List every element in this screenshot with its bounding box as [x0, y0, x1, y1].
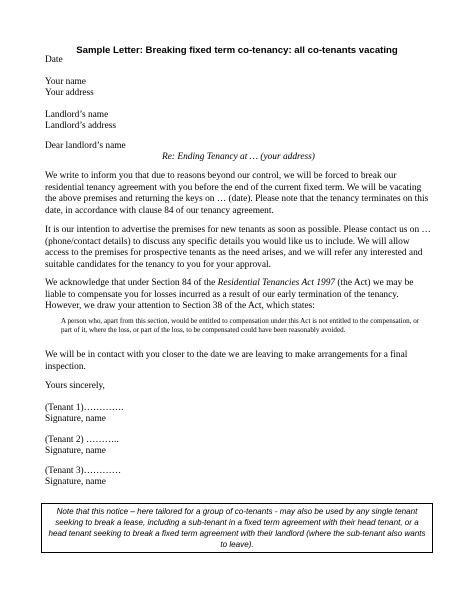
tenant-3-line: (Tenant 3)…………: [45, 466, 122, 476]
paragraph-3-start: We acknowledge that under Section 84 of the: [45, 278, 218, 288]
your-name: Your name: [45, 77, 86, 87]
tenant-1-line: (Tenant 1)………….: [45, 403, 124, 413]
paragraph-2: It is our intention to advertise the premises for new tenants as soon as possible. Please contact us on … (phone/contact details) to discuss any specific details you would like us to include. We will allow access to the premises for prospective tenants as the need arises, and we will refer any interested and suitable candidates for the tenancy to you for your approval.: [45, 225, 431, 271]
note-box: Note that this notice – here tailored for a group of co-tenants - may also be used by any single tenant seeking to break a lease, including a sub-tenant in a fixed term agreement with their head tenant, or a head tenant seeking to break a fixed term agreement with their landlord (where the sub-tenant also wants to leave).: [41, 503, 433, 553]
tenant-2-line: (Tenant 2) ………..: [45, 435, 119, 445]
paragraph-3: [45, 278, 433, 313]
date-label: Date: [45, 55, 63, 65]
paragraph-1: We write to inform you that due to reasons beyond our control, we will be forced to break our residential tenancy agreement with you before the end of the current fixed term. We will be vacating the above premises and returning the keys on … (date). Please note that the tenancy terminates on this date, in accordance with clause 84 of our tenancy agreement.: [45, 171, 429, 217]
paragraph-4: We will be in contact with you closer to the date we are leaving to make arrangements for a final inspection.: [45, 350, 408, 372]
closing: Yours sincerely,: [45, 381, 105, 391]
salutation: Dear landlord’s name: [45, 141, 126, 151]
paragraph-3-end: (the Act) we may be liable to compensate you for losses incurred as a result of our early termination of the tenancy. However, we draw your attention to Section 38 of the Act, which states:: [45, 278, 414, 312]
landlord-name: Landlord’s name: [45, 110, 109, 120]
act-name: Residential Tenancies Act 1997: [217, 278, 336, 288]
tenant-3-signature: Signature, name: [45, 477, 106, 487]
landlord-address: Landlord’s address: [45, 121, 117, 131]
section-38-quote: A person who, apart from this section, would be entitled to compensation under this Act is not entitled to the compensation, or part of it, where the loss, or part of the loss, to be compensated could have been reasonably avoided.: [61, 317, 420, 335]
tenant-1-signature: Signature, name: [45, 414, 106, 424]
re-line: Re: Ending Tenancy at … (your address): [162, 152, 315, 162]
letter-title: Sample Letter: Breaking fixed term co-tenancy: all co-tenants vacating: [76, 45, 398, 56]
your-address: Your address: [45, 88, 94, 98]
tenant-2-signature: Signature, name: [45, 446, 106, 456]
